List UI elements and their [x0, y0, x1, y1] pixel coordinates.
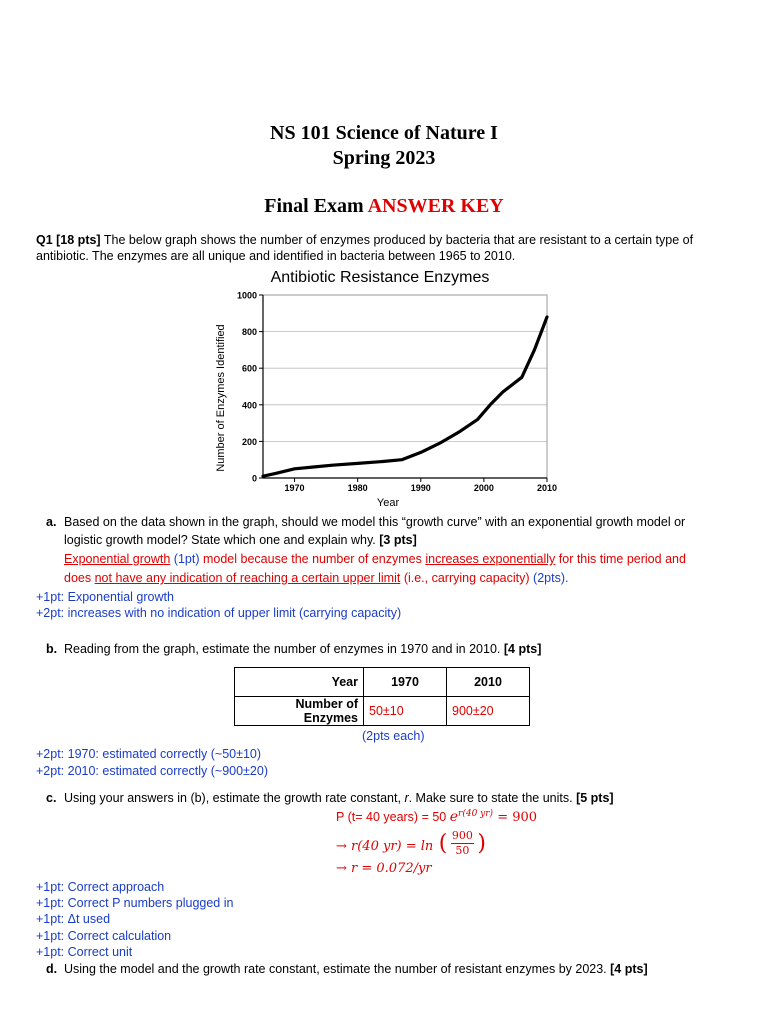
table-value-2010: 900±20 [447, 697, 530, 726]
x-tick-label: 1990 [410, 483, 431, 493]
answer-key-label: ANSWER KEY [367, 195, 504, 217]
equation-3: → r = 0.072/yr [336, 861, 432, 876]
part-a-letter: a. [46, 515, 57, 529]
part-c-rubric-1: +1pt: Correct approach [36, 880, 165, 894]
x-tick-label: 1980 [347, 483, 368, 493]
part-a-question-2: logistic growth model? State which one and explain why. [3 pts] [64, 533, 417, 547]
table-header-2010: 2010 [447, 668, 530, 697]
table-label-enzymes: Number of Enzymes [235, 697, 364, 726]
plot-frame [263, 295, 547, 478]
part-a-answer-2: does not have any indication of reaching a certain upper limit (i.e., carrying capacity) (2pts). [64, 571, 569, 585]
part-c-points: [5 pts] [576, 791, 614, 805]
y-tick-label: 400 [241, 400, 257, 411]
part-b-rubric-2: +2pt: 2010: estimated correctly (~900±20) [36, 764, 268, 778]
y-tick-label: 200 [241, 436, 257, 447]
exam-subtitle [0, 195, 768, 218]
chart-ticks [237, 291, 557, 494]
part-b-points: [4 pts] [503, 642, 542, 656]
part-c-rubric-5: +1pt: Correct unit [36, 945, 133, 959]
part-d-question: Using the model and the growth rate constant, estimate the number of resistant enzymes by 2023. [4 pts] [64, 962, 648, 976]
part-a-question-1: Based on the data shown in the graph, should we model this “growth curve” with an exponential growth model or [64, 515, 686, 529]
table-row [235, 668, 530, 697]
fraction-numerator: 900 [451, 829, 473, 842]
part-c-rubric-3: +1pt: Δt used [36, 912, 111, 926]
part-b-rubric-1: +2pt: 1970: estimated correctly (~50±10) [36, 747, 262, 761]
x-tick-label: 2010 [536, 483, 558, 493]
equation-2: → r(40 yr) = ln ( $\frac{900}{50}$ ) [336, 829, 486, 857]
part-a-points: [3 pts] [379, 533, 417, 547]
x-axis-label: Year [376, 497, 400, 509]
chart-title: Antibiotic Resistance Enzymes [270, 269, 490, 286]
q1-line-2: antibiotic. The enzymes are all unique and identified in bacteria between 1965 to 2010. [36, 249, 516, 263]
part-c-rubric-2: +1pt: Correct P numbers plugged in [36, 896, 234, 910]
table-header-year: Year [235, 668, 364, 697]
part-c-question: Using your answers in (b), estimate the growth rate constant, r. Make sure to state the units. [5 pts] [64, 791, 614, 805]
table-value-1970: 50±10 [364, 697, 447, 726]
exam-name: Final Exam [264, 195, 368, 217]
part-d-points: [4 pts] [610, 962, 648, 976]
part-d-letter: d. [46, 962, 58, 976]
enzyme-table [234, 667, 530, 726]
q1-text-1: The below graph shows the number of enzymes produced by bacteria that are resistant to a certain type of [100, 233, 694, 247]
resistance-chart [205, 263, 565, 513]
part-b-question: Reading from the graph, estimate the number of enzymes in 1970 and in 2010. [4 pts] [64, 642, 542, 656]
part-b-letter: b. [46, 642, 58, 656]
part-a-answer-1: Exponential growth (1pt) model because the number of enzymes increases exponentially for this time period and [64, 552, 686, 566]
q1-line-1 [36, 233, 693, 247]
y-tick-label: 800 [241, 327, 257, 338]
table-header-1970: 1970 [364, 668, 447, 697]
y-axis-label: Number of Enzymes Identified [215, 324, 227, 472]
part-c-rubric-4: +1pt: Correct calculation [36, 929, 172, 943]
part-c-letter: c. [46, 791, 57, 805]
table-row [235, 697, 530, 726]
series-line [263, 317, 547, 476]
exam-term: Spring 2023 [332, 147, 436, 169]
y-tick-label: 0 [251, 473, 257, 484]
part-a-rubric-1: +1pt: Exponential growth [36, 590, 174, 604]
exam-title: NS 101 Science of Nature I [270, 122, 498, 144]
q1-label: Q1 [18 pts] [36, 233, 101, 247]
y-tick-label: 600 [241, 363, 257, 374]
part-a-rubric-2: +2pt: increases with no indication of upper limit (carrying capacity) [36, 606, 402, 620]
fraction-denominator: 50 [455, 844, 470, 857]
chart-grid [263, 295, 547, 441]
x-tick-label: 1970 [284, 483, 305, 493]
equation-1: P (t= 40 years) = 50 $e^{r(40 yr)} = 900$ [336, 809, 538, 826]
y-tick-label: 1000 [236, 290, 257, 301]
x-tick-label: 2000 [473, 483, 494, 493]
part-b-note: (2pts each) [362, 729, 425, 743]
